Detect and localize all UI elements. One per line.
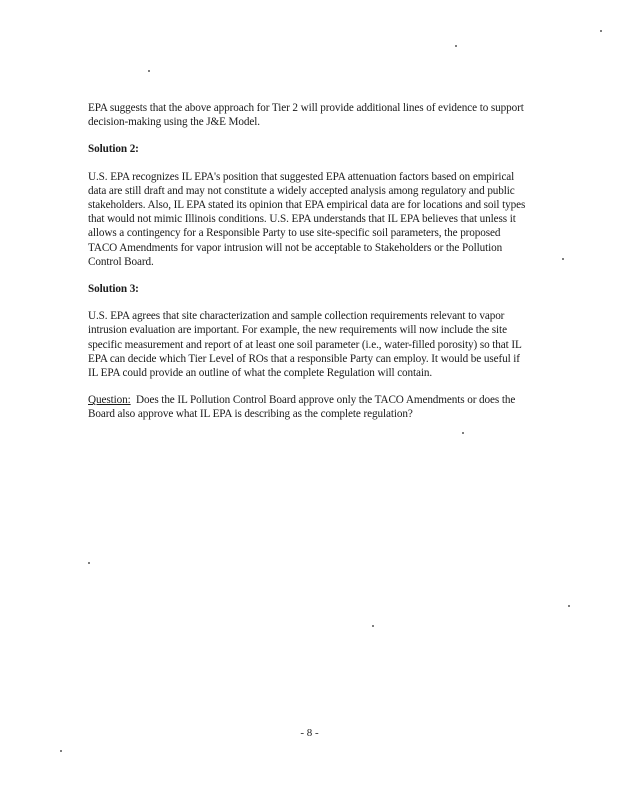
scan-speck	[455, 45, 457, 47]
page-number: - 8 -	[300, 727, 319, 739]
scan-speck	[372, 625, 374, 627]
scan-speck	[600, 30, 602, 32]
solution-2-paragraph: U.S. EPA recognizes IL EPA's position that suggested EPA attenuation factors based on empirical data are still draft and may not constitute a widely accepted analysis among regulatory and public stakeholders. Also, IL EPA stated its opinion that EPA empirical data are for locations and soil types that would not mimic Illinois conditions. U.S. EPA understands that IL EPA believes that unless it allows a contingency for a Responsible Party to use site-specific soil parameters, the proposed TACO Amendments for vapor intrusion will not be acceptable to Stakeholders or the Pollution Control Board.	[88, 170, 526, 268]
solution-3-paragraph: U.S. EPA agrees that site characterization and sample collection requirements relevant to vapor intrusion evaluation are important. For example, the new requirements will now include the site specific measurement and report of at least one soil parameter (i.e., water-filled porosity) so that IL EPA can decide which Tier Level of ROs that a responsible Party can employ. It would be useful if IL EPA could provide an outline of what the complete Regulation will contain.	[88, 310, 522, 380]
scan-speck	[562, 258, 564, 260]
document-body	[88, 101, 528, 435]
solution-2-heading: Solution 2:	[88, 143, 139, 156]
question-paragraph	[88, 393, 528, 421]
scan-speck	[60, 750, 62, 752]
intro-paragraph: EPA suggests that the above approach for Tier 2 will provide additional lines of evidence to support decision-making using the J&E Model.	[88, 102, 524, 129]
question-text: Does the IL Pollution Control Board approve only the TACO Amendments or does the Board also approve what IL EPA is describing as the complete regulation?	[88, 394, 516, 421]
scan-speck	[148, 70, 150, 72]
question-label: Question:	[88, 394, 131, 407]
scan-speck	[88, 562, 90, 564]
solution-3-heading: Solution 3:	[88, 283, 139, 296]
scan-speck	[568, 605, 570, 607]
